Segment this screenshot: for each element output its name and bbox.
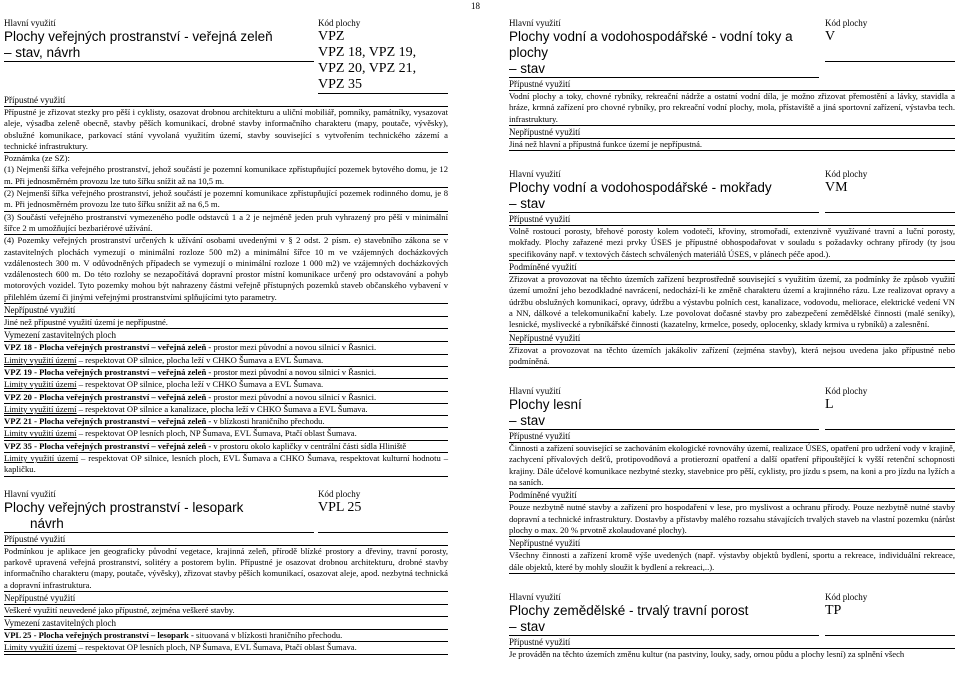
label-code: Kód plochy: [318, 488, 361, 499]
page-number: 18: [471, 1, 480, 11]
permitted-text: Činnosti a zařízení související se zachováním ekologické rovnováhy území, realizace ÚSES, opatření pro udržení vody v krajině, zachycení přívalových dešťů, protipovodňová a protierozní opatření a další opatření připouštějící k vyšší retenční schopnosti krajiny. Dále účelové komunikace nezbytné stezky, stavebnice pro pěší, cyklisty, pro jízdu s psem, na koni a pro jízdu na lyžích a na saních.: [509, 443, 955, 489]
label-permitted: Přípustné využití: [509, 79, 955, 91]
section-title: Plochy vodní a vodohospodářské - mokřady: [509, 180, 772, 196]
area-code: VPZ 18, VPZ 19,: [318, 45, 417, 60]
section-vpz: [4, 18, 448, 477]
label-main-use: Hlavní využití: [509, 591, 561, 602]
label-main-use: Hlavní využití: [4, 18, 56, 28]
permitted-text: Volně rostoucí porosty, břehové porosty kolem vodotečí, křoviny, stromořadí, extenzivně využívané travní a luční porosty, mokřady. Plochy zařazené mezi prvky ÚSES je přípustné obhospodařovat v souladu s požadavky ochrany přírody (ty jsou specifikovány např. v textových částech schválených materiálů ÚSES, v plánech péče apod.).: [509, 226, 955, 261]
vpz-limits: Limity využití území – respektovat OP silnice, plocha leží v CHKO Šumava a EVL Šumava.: [4, 355, 448, 367]
vpz-item: VPZ 20 - Plocha veřejných prostranství – veřejná zeleň - prostor mezi původní a novou silnicí v Řasnici.: [4, 392, 448, 404]
section-title: Plochy vodní a vodohospodářské - vodní toky a plochy: [509, 29, 793, 60]
section-tp: [509, 592, 955, 660]
area-code: VPL 25: [318, 499, 362, 515]
label-permitted: Přípustné využití: [509, 637, 955, 649]
vpl-item: VPL 25 - Plocha veřejných prostranství – lesopark - situovaná v blízkosti hraničního přechodu.: [4, 630, 448, 642]
area-code: L: [825, 397, 834, 413]
area-code: V: [825, 29, 836, 44]
section-title-status: návrh: [30, 515, 64, 531]
label-permitted: Přípustné využití: [509, 214, 955, 226]
label-delimitation: Vymezení zastavitelných ploch: [4, 618, 448, 630]
note-4: (4) Pozemky veřejných prostranství určených k užívání osobami uvedenými v § 2 odst. 2 písm. e) stavebního zákona se v zastavitelných plochách vymezují o minimální rozloze 500 m2) a minimální šířce 10 m ve vzájemných docházkových vzdálenostech 300 m. V odůvodněných případech se vymezují o minimální rozloze 1 000 m2) ve vzájemných docházkových vzdálenostech 600 m. Do této rozlohy se nezapočítává dopravní prostor místní komunikace určený pro odstavování a pohyb motorových vozidel. Tyto pozemky mohou být nahrazeny částmi veřejně přístupných pozemků staveb občanského vybavení v přilehlém území či jinými veřejnými prostranstvími splňujícími tyto parametry.: [4, 235, 448, 304]
section-title-status: – stav: [509, 618, 546, 634]
label-main-use: Hlavní využití: [509, 18, 561, 28]
label-code: Kód plochy: [825, 591, 868, 602]
right-column: [509, 18, 955, 672]
area-code: VPZ: [318, 29, 345, 44]
vpz-limits: Limity využití území – respektovat OP silnice, plocha leží v CHKO Šumava a EVL Šumava.: [4, 379, 448, 391]
permitted-text: Vodní plochy a toky, chovné rybníky, rekreační nádrže a ostatní vodní díla, je možno zřizovat přemostění a lávky, stavidla a hráze, krmná zařízení pro chovné rybníky, pro rekreační vodní plochy, mola, přístaviště a jiná sportovní zařízení, výstavba tech. infrastruktury.: [509, 91, 955, 126]
not-permitted-text: Jiná než hlavní a přípustná funkce území je nepřípustná.: [509, 139, 955, 151]
section-v: [509, 18, 955, 151]
vpz-item: VPZ 21 - Plocha veřejných prostranství – veřejná zeleň - v blízkosti hraničního přechodu.: [4, 416, 448, 428]
note-3: (3) Součástí veřejného prostranství vymezeného podle odstavců 1 a 2 je nejméně jeden pruh vyhrazený pro pěší v minimální šířce 2 m umožňující bezbariérové užívání.: [4, 212, 448, 236]
permitted-text: Je prováděn na těchto územích změnu kultur (na pastviny, louky, sady, ornou půdu a plochy lesní) za splnění všech: [509, 648, 905, 659]
not-permitted-text: Jiné než přípustné využití území je nepřípustné.: [4, 317, 448, 329]
conditional-text: Pouze nezbytně nutné stavby a zařízení pro hospodaření v lese, pro myslivost a ochranu přírody. Pouze nezbytně nutné stavby dopravní a technické infrastruktury. Dostavby a přístavby malého rozsahu stávajících trvalých staveb na vlastní pozemku (nárůst plochy o max. 20 % prvotně zkolaudované plochy).: [509, 502, 955, 537]
vpz-item: VPZ 35 - Plocha veřejných prostranství – veřejná zeleň - v prostoru okolo kapličky v centrální části sídla Hliniště: [4, 441, 448, 453]
permitted-text: Přípustné je zřizovat stezky pro pěší i cyklisty, osazovat drobnou architekturu a uliční mobiliář, pomníky, památníky, vysazovat aleje, výsadba zeleně obecně, stavby pěších komunikací, drobné stavby informačního charakteru (mapy, poutače, vývěsky), obslužné komunikace, parkovací stání vyvolaná využitím území, stavby související s vytvořením technického zázemí a technické infrastruktury.: [4, 107, 448, 153]
section-l: [509, 386, 955, 574]
vpz-limits: Limity využití území – respektovat OP silnice a kanalizace, plocha leží v CHKO Šumava a EVL Šumava.: [4, 404, 448, 416]
section-vpl: [4, 489, 448, 655]
vpz-limits: Limity využití území – respektovat OP lesních ploch, NP Šumava, EVL Šumava, Ptačí oblast Šumava.: [4, 428, 448, 440]
label-delimitation: Vymezení zastavitelných ploch: [4, 330, 448, 342]
not-permitted-text: Veškeré využití neuvedené jako přípustné, zejména veškeré stavby.: [4, 605, 448, 617]
label-conditional: Podmíněné využití: [509, 262, 955, 274]
vpz-item: VPZ 18 - Plocha veřejných prostranství – veřejná zeleň - prostor mezi původní a novou silnicí v Řasnici.: [4, 342, 448, 354]
vpl-limits: Limity využití území – respektovat OP lesních ploch, NP Šumava, EVL Šumava, Ptačí oblast Šumava.: [4, 642, 448, 654]
area-code: VPZ 20, VPZ 21,: [318, 61, 417, 76]
label-code: Kód plochy: [825, 169, 868, 180]
label-main-use: Hlavní využití: [509, 386, 561, 397]
section-title-status: – stav: [509, 413, 546, 429]
label-not-permitted: Nepřípustné využití: [509, 127, 955, 139]
not-permitted-text: Zřizovat a provozovat na těchto územích jakákoliv zařízení (zejména stavby), která nejsou uvedena jako přípustné nebo podmíněná.: [509, 345, 955, 369]
section-title: Plochy zemědělské - trvalý travní porost: [509, 602, 749, 618]
label-not-permitted: Nepřípustné využití: [4, 305, 448, 317]
section-title: Plochy lesní: [509, 397, 582, 413]
area-code: VPZ 35: [318, 77, 362, 92]
permitted-text: Podmínkou je aplikace jen geograficky původní vegetace, krajinná zeleň, přírodě blízké prostory a dřeviny, travní porosty, parkově upravená veřejná prostranství, solitéry a postorem bylin. Přípustné je osazovat drobnou architekturu, drobné stavby informačního charakteru (mapy, poutače, vývěsky), zřizovat stavby pěších komunikací, osazovat aleje, apod. nezbytná technická a dopravní infrastruktura.: [4, 546, 448, 592]
section-vm: [509, 169, 955, 368]
note-1: (1) Nejmenší šířka veřejného prostranství, jehož součástí je pozemní komunikace zpřístupňující pozemek bytového domu, je 12 m. Při jednosměrném provozu lze tuto šířku snížit až na 10,5 m.: [4, 164, 448, 188]
not-permitted-text: Všechny činnosti a zařízení kromě výše uvedených (např. výstavby objektů bydlení, sportu a rekreace, individuální rekreace, dále objektů, které by mohly sloužit k bydlení a rekreaci,..).: [509, 550, 955, 574]
area-code: VM: [825, 180, 848, 196]
note-heading: Poznámka (ze SZ):: [4, 153, 70, 164]
label-main-use: Hlavní využití: [4, 488, 56, 499]
label-code: Kód plochy: [825, 386, 868, 397]
label-code: Kód plochy: [825, 18, 868, 28]
label-code: Kód plochy: [318, 18, 361, 28]
label-permitted: Přípustné využití: [509, 431, 955, 443]
label-main-use: Hlavní využití: [509, 169, 561, 180]
label-permitted: Přípustné využití: [4, 534, 448, 546]
label-not-permitted: Nepřípustné využití: [509, 333, 955, 345]
area-code: TP: [825, 602, 842, 618]
section-title: Plochy veřejných prostranství - veřejná zeleň: [4, 29, 273, 44]
conditional-text: Zřizovat a provozovat na těchto územích zařízení bezprostředně související s využitím území, za podmínky že způsob využití území umožní jeho bezodkladné navrácení, nedochází-li ke změně charakteru území a krajinného rázu. Lze realizovat opravy a údržbu obslužných komunikací, opravy, údržbu a výstavbu polních cest, kanalizace, vodovodu, meliorace, elektrické vedení VN a NN, dálkové a telekomunikační kabely. Lze povolovat dočasné stavby pro zabezpečení zemědělské činnosti (malé seníky), lesnické, myslivecké a rybníkářské činnosti (kazatelny, krmelce, posedy, oplocenky, sklady krmiva u rybníků) a zalesnění.: [509, 274, 955, 331]
left-column: [4, 18, 448, 667]
section-title-status: – stav: [509, 61, 546, 76]
label-not-permitted: Nepřípustné využití: [4, 593, 448, 605]
label-conditional: Podmíněné využití: [509, 490, 955, 502]
vpz-item: VPZ 19 - Plocha veřejných prostranství – veřejná zeleň - prostor mezi původní a novou silnicí v Řasnici.: [4, 367, 448, 379]
label-not-permitted: Nepřípustné využití: [509, 538, 955, 550]
note-2: (2) Nejmenší šířka veřejného prostranství, jehož součástí je pozemní komunikace zpřístupňující pozemek rodinného domu, je 8 m. Při jednosměrném provozu lze tuto šířku snížit až na 6,5 m.: [4, 188, 448, 212]
section-title-status: – stav: [509, 196, 546, 212]
section-title: Plochy veřejných prostranství - lesopark: [4, 499, 244, 515]
section-title-status: – stav, návrh: [4, 45, 81, 60]
label-permitted: Přípustné využití: [4, 95, 448, 107]
vpz-limits: Limity využití území – respektovat OP silnice, lesních ploch, EVL Šumava a CHKO Šumava, respektovat kulturní hodnotu – kapličku.: [4, 453, 448, 477]
